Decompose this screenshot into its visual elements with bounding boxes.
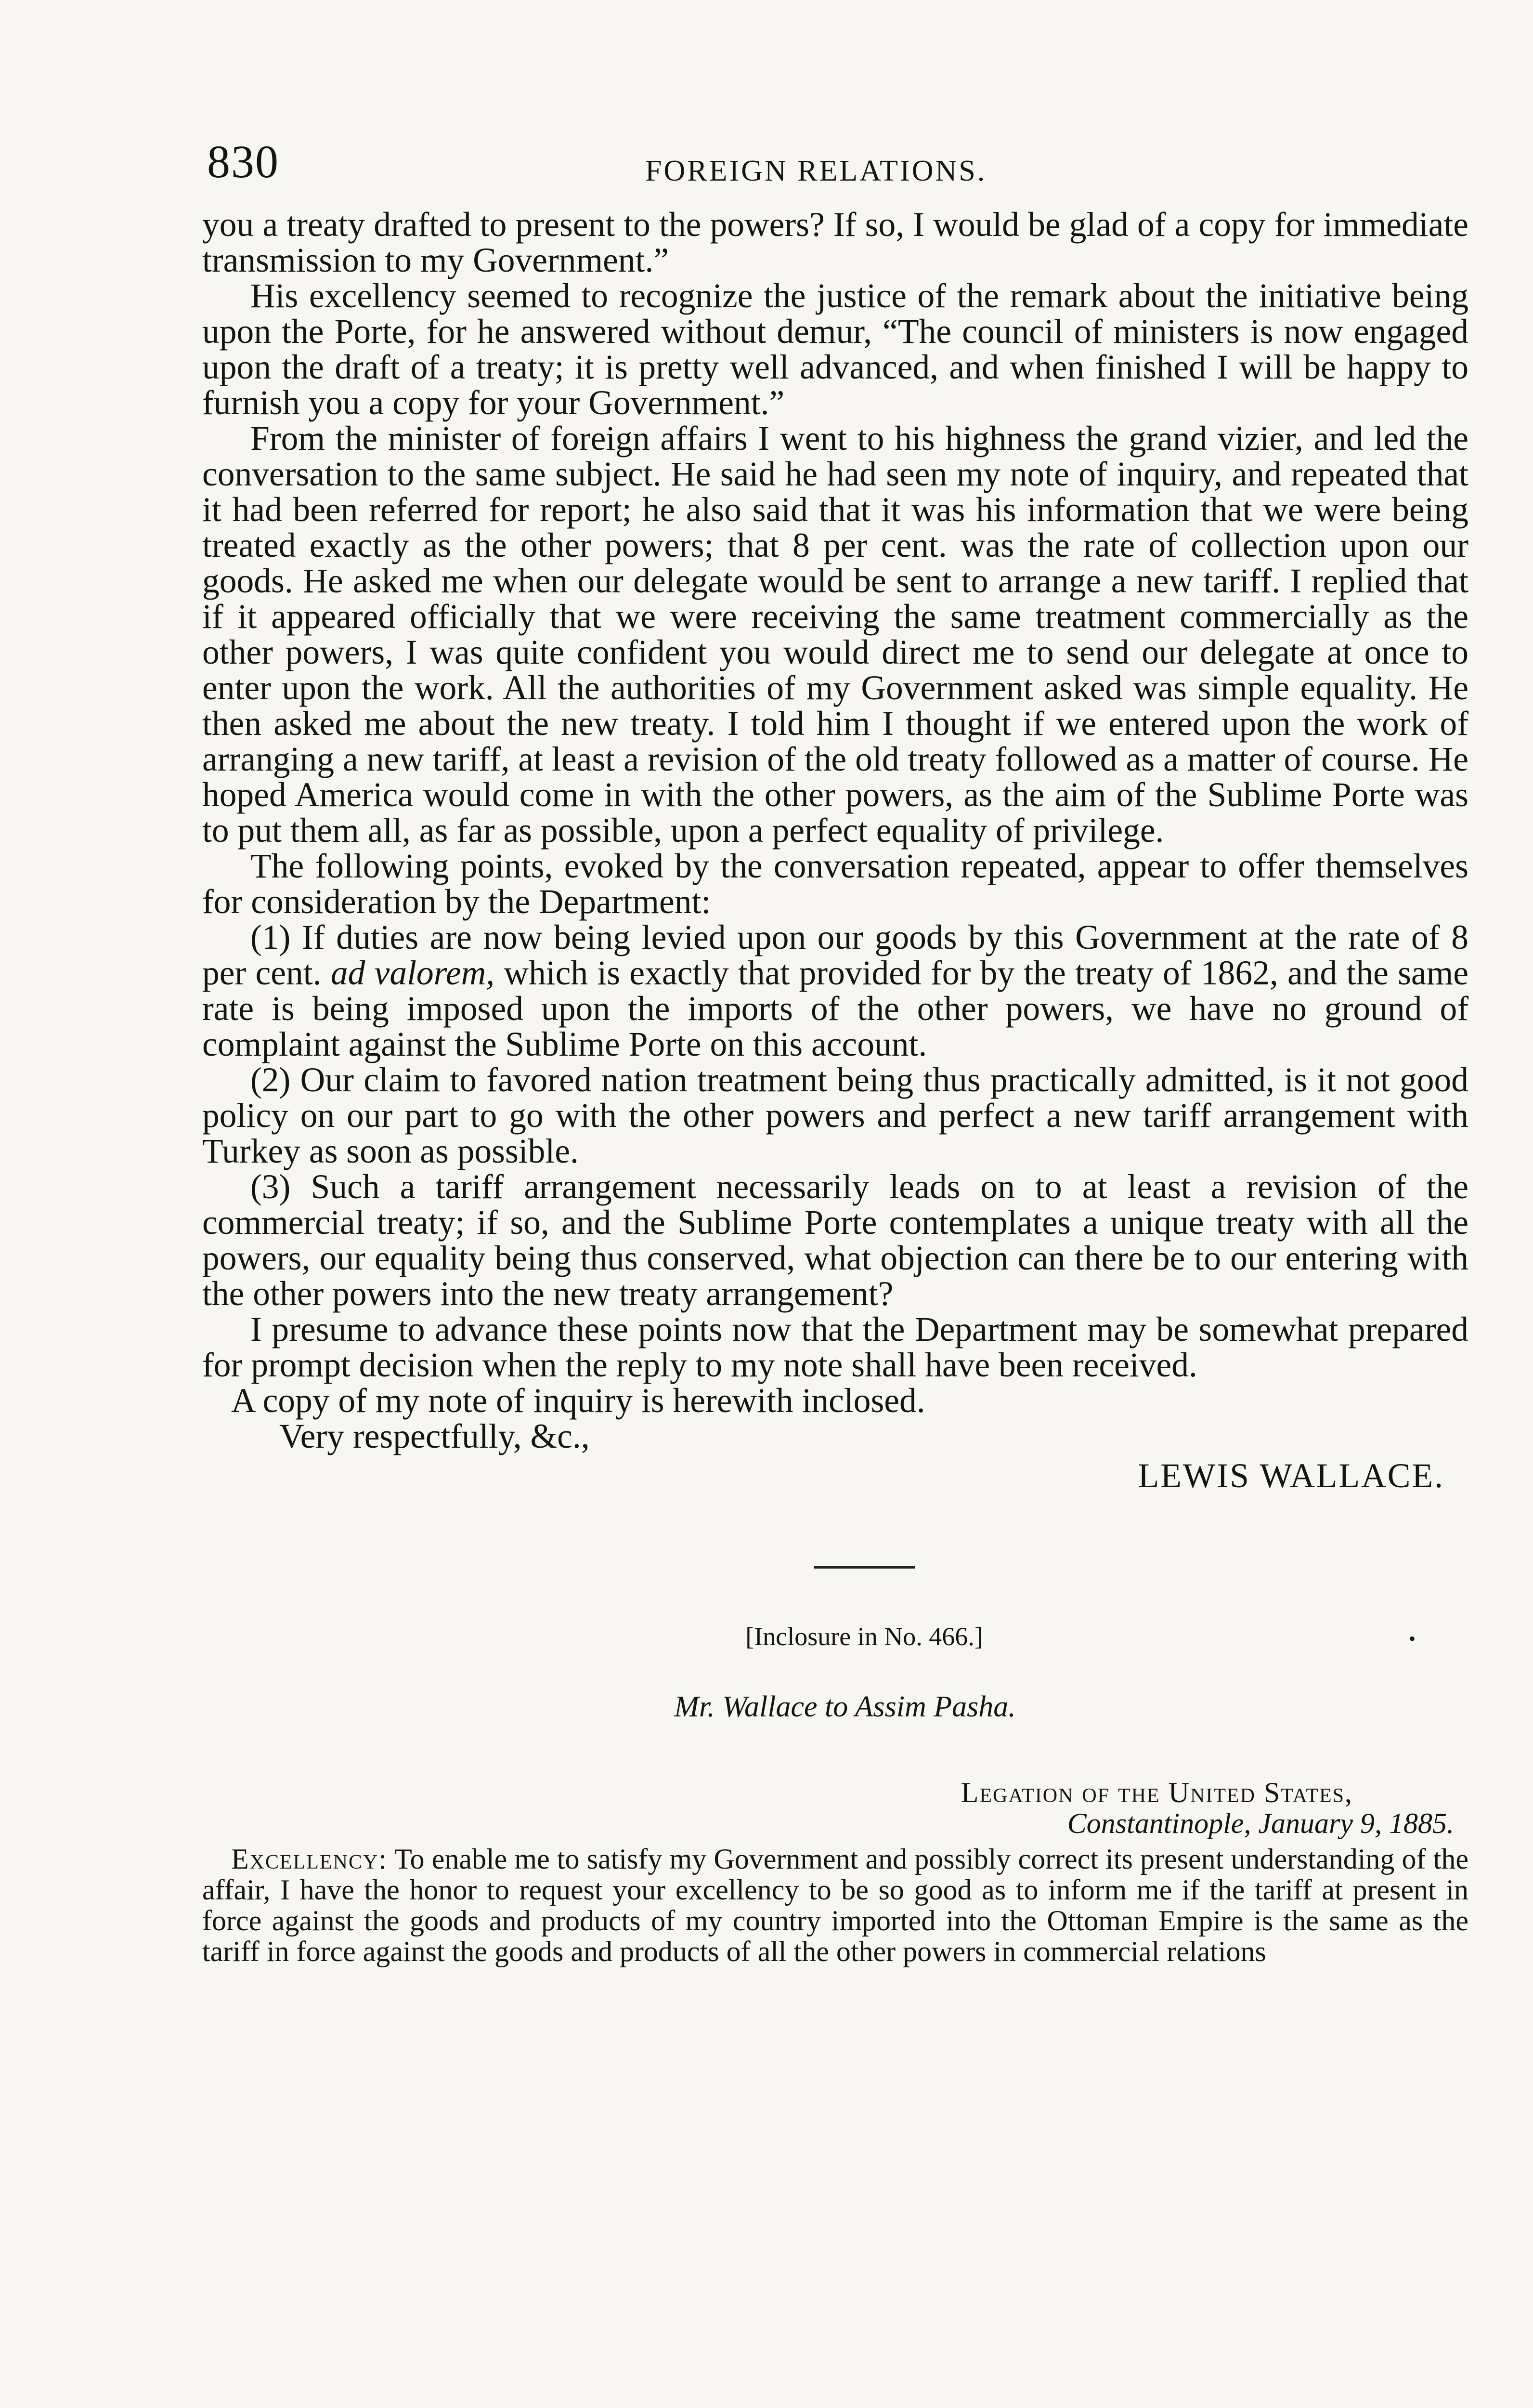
ad-valorem-italic: ad valorem,	[330, 954, 495, 992]
paragraph-2: His excellency seemed to recognize the justice of the remark about the initiative being upon the Porte, for he answered without demur, “The council of ministers is now engaged upon the draft of a treaty; it is pretty well advanced, and when finished I will be happy to furnish you a copy for your Government.”	[202, 277, 1468, 422]
point-1-text-b: which is exactly that provided for by the treaty of 1862, and the same rate is being imposed upon the imports of the other powers, we have no ground of complaint against the Sublime Porte on this account.	[202, 954, 1469, 1063]
letter-body	[202, 207, 1468, 1383]
paragraph-point-3: (3) Such a tariff arrangement necessarily leads on to at least a revision of the commercial treaty; if so, and the Sublime Porte contemplates a unique treaty with all the powers, our equality being thus conserved, what objection can there be to our entering with the other powers into the new treaty arrangement?	[202, 1168, 1468, 1313]
paragraph-point-2: (2) Our claim to favored nation treatment being thus practically admitted, is it not good policy on our part to go with the other powers and perfect a new tariff arrangement with Turkey as soon as possible.	[202, 1061, 1468, 1170]
letter-closing	[202, 1383, 1468, 1494]
document-page	[202, 135, 1468, 1967]
bullet-mark: •	[1408, 1628, 1416, 1649]
inclosure-label: [Inclosure in No. 466.]	[745, 1622, 983, 1651]
section-divider	[814, 1566, 915, 1569]
dateline	[202, 1777, 1468, 1839]
inclosure-label-row	[202, 1622, 1468, 1651]
page-header	[202, 135, 1468, 207]
legation-line: Legation of the United States,	[961, 1777, 1353, 1808]
enclosure-body	[202, 1844, 1468, 1967]
running-head: FOREIGN RELATIONS.	[645, 155, 987, 187]
valediction: Very respectfully, &c.,	[279, 1417, 590, 1455]
enclosure-letter-title: Mr. Wallace to Assim Pasha.	[674, 1690, 1016, 1723]
signature: LEWIS WALLACE.	[1138, 1457, 1444, 1495]
enclosure-paragraph	[202, 1844, 1468, 1967]
paragraph-8: I presume to advance these points now that the Department may be somewhat prepared for prompt decision when the reply to my note shall have been received.	[202, 1310, 1468, 1384]
inclosed-note-line: A copy of my note of inquiry is herewith inclosed.	[231, 1382, 925, 1420]
point-1-text-a: (1) If duties are now being levied upon our goods by this Government at the rate of 8 per cent.	[202, 918, 1468, 992]
paragraph-3: From the minister of foreign affairs I went to his highness the grand vizier, and led the conversation to the same subject. He said he had seen my note of inquiry, and repeated that it had been referred for report; he also said that it was his information that we were being treated exactly as the other powers; that 8 per cent. was the rate of collection upon our goods. He asked me when our delegate would be sent to arrange a new tariff. I replied that if it appeared officially that we were receiving the same treatment commercially as the other powers, I was quite confident you would direct me to send our delegate at once to enter upon the work. All the authorities of my Government asked was simple equality. He then asked me about the new treaty. I told him I thought if we entered upon the work of arranging a new tariff, at least a revision of the old treaty followed as a matter of course. He hoped America would come in with the other powers, as the aim of the Sublime Porte was to put them all, as far as possible, upon a perfect equality of privilege.	[202, 419, 1468, 850]
paragraph-1: you a treaty drafted to present to the powers? If so, I would be glad of a copy for immediate transmission to my Government.”	[202, 206, 1468, 279]
city-date-line: Constantinople, January 9, 1885.	[1067, 1807, 1454, 1839]
paragraph-point-1	[202, 920, 1468, 1062]
page-number: 830	[207, 136, 279, 187]
enclosure-text: To enable me to satisfy my Government and possibly correct its present understanding of the affair, I have the honor to request your excellency to be so good as to inform me if the tariff at present in force against the goods and products of my country imported into the Ottoman Empire is the same as the tariff in force against the goods and products of all the other powers in commercial relations	[202, 1843, 1468, 1967]
salutation: Excellency:	[231, 1843, 388, 1875]
paragraph-4: The following points, evoked by the conversation repeated, appear to offer themselves for consideration by the Department:	[202, 847, 1468, 921]
